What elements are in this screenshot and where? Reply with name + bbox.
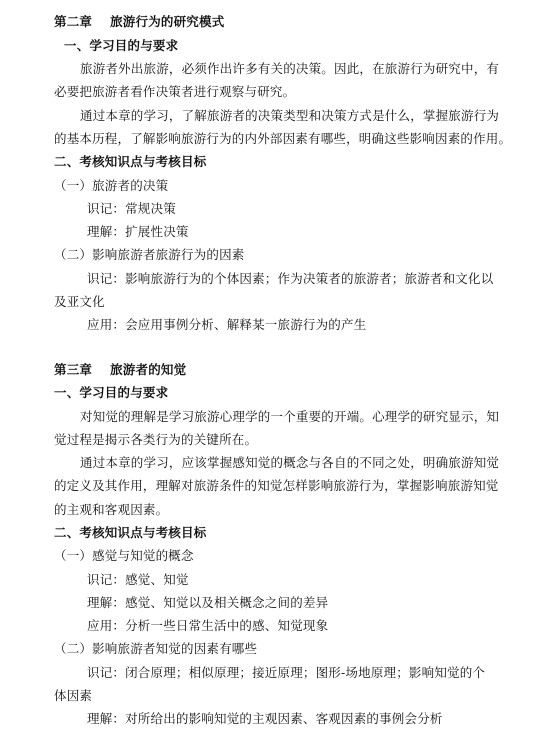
ch2-point2-memorize-line1: 识记：影响旅游行为的个体因素；作为决策者的旅游者；旅游者和文化以 (87, 271, 494, 286)
ch3-section-exam-points: 二、考核知识点与考核目标 (54, 525, 207, 540)
chapter-3-number: 第三章 (54, 362, 93, 377)
ch2-point2-apply: 应用：会应用事例分析、解释某一旅游行为的产生 (87, 317, 367, 332)
ch2-para1-line2: 必要把旅游者看作决策者进行观察与研究。 (54, 84, 296, 99)
ch2-section-objectives: 一、学习目的与要求 (64, 38, 179, 53)
ch3-para2-line3: 的主观和客观因素。 (54, 502, 169, 517)
chapter-3-title: 旅游者的知觉 (110, 362, 187, 377)
ch2-point2: （二）影响旅游者旅游行为的因素 (54, 247, 245, 262)
ch2-para2-line2: 的基本历程，了解影响旅游行为的内外部因素有哪些，明确这些影响因素的作用。 (54, 131, 512, 146)
ch3-para1-line1: 对知觉的理解是学习旅游心理学的一个重要的开端。心理学的研究显示，知 (80, 409, 500, 424)
chapter-2-title: 旅游行为的研究模式 (110, 14, 225, 29)
ch3-point2-memorize-line1: 识记：闭合原理；相似原理；接近原理；图形-场地原理；影响知觉的个 (87, 665, 486, 680)
ch2-point1-understand: 理解：扩展性决策 (87, 224, 189, 239)
ch3-section-objectives: 一、学习目的与要求 (54, 385, 169, 400)
ch3-point2-memorize-line2: 体因素 (54, 688, 93, 703)
ch2-point2-memorize-line2: 及亚文化 (54, 294, 105, 309)
ch3-point1-understand: 理解：感觉、知觉以及相关概念之间的差异 (87, 595, 329, 610)
ch2-para1-line1: 旅游者外出旅游，必须作出许多有关的决策。因此，在旅游行为研究中，有 (80, 61, 500, 76)
ch3-point2: （二）影响旅游者知觉的因素有哪些 (54, 641, 258, 656)
ch3-point1: （一）感觉与知觉的概念 (54, 548, 194, 563)
ch3-point1-apply: 应用：分析一些日常生活中的感、知觉现象 (87, 618, 329, 633)
ch3-para2-line2: 的定义及其作用，理解对旅游条件的知觉怎样影响旅游行为，掌握影响旅游知觉 (54, 478, 499, 493)
ch3-para1-line2: 觉过程是揭示各类行为的关键所在。 (54, 432, 258, 447)
chapter-3-heading (54, 362, 186, 378)
ch2-section-exam-points: 二、考核知识点与考核目标 (54, 154, 207, 169)
chapter-2-heading (54, 14, 224, 30)
ch2-para2-line1: 通过本章的学习，了解旅游者的决策类型和决策方式是什么，掌握旅游行为 (80, 108, 500, 123)
ch2-point1-memorize: 识记：常规决策 (87, 201, 176, 216)
ch2-point1: （一）旅游者的决策 (54, 178, 169, 193)
chapter-2-number: 第二章 (54, 14, 93, 29)
ch3-point2-understand: 理解：对所给出的影响知觉的主观因素、客观因素的事例会分析 (87, 711, 443, 726)
ch3-para2-line1: 通过本章的学习，应该掌握感知觉的概念与各自的不同之处，明确旅游知觉 (80, 455, 500, 470)
ch3-point1-memorize: 识记：感觉、知觉 (87, 572, 189, 587)
